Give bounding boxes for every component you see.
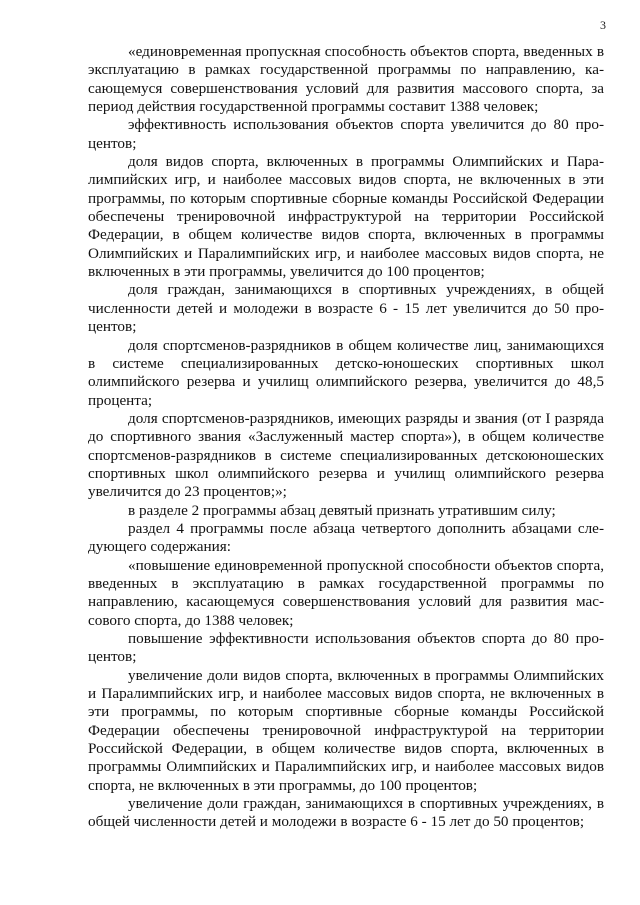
page-number: 3 <box>600 18 606 32</box>
paragraph-section-4-amendment: раздел 4 программы после абзаца четвертого дополнить абзацами следующего содержания: <box>88 519 604 556</box>
paragraph-youth-share-increase: увеличение доли граждан, занимающихся в спортивных учреждениях, в общей численности детей и молодежи в возрасте 6 - 15 лет до 50 процентов; <box>88 795 604 831</box>
paragraph-ranked-athletes: доля спортсменов-разрядников в общем количестве лиц, занимающихся в системе специализированных детско-юношеских спортивных школ олимпийского резерва и училищ олимпийского резерва, увеличится до 48,5 процента; <box>88 336 604 409</box>
paragraph-capacity-increase: «повышение единовременной пропускной способности объектов спорта, введенных в эксплуатацию в рамках государственной программы по направлению, касающемуся совершенствования условий для развития массового спорта, до 1388 человек; <box>88 556 604 629</box>
paragraph-efficiency: эффективность использования объектов спорта увеличится до 80 процентов; <box>88 116 604 152</box>
paragraph-section-2-amendment: в разделе 2 программы абзац девятый признать утратившим силу; <box>128 501 556 519</box>
paragraph-efficiency-increase: повышение эффективности использования объектов спорта до 80 процентов; <box>88 630 604 666</box>
paragraph-sports-infrastructure: доля видов спорта, включенных в программы Олимпийских и Паралимпийских игр, и наиболее массовых видов спорта, не включенных в эти программы, по которым спортивные сборные команды Российской Федерации обеспечены тренировочной инфраструктурой на территории Российской Федерации, в общем количестве видов спорта, включенных в программы Олимпийских и Паралимпийских игр, и наиболее массовых видов спорта, не включенных в эти программы, увеличится до 100 процентов; <box>88 153 604 281</box>
document-body <box>88 43 604 832</box>
paragraph-titled-athletes: доля спортсменов-разрядников, имеющих разряды и звания (от I разряда до спортивного звания «Заслуженный мастер спорта»), в общем количестве спортсменов-разрядников в системе специализированных детскоюношеских спортивных школ олимпийского резерва и училищ олимпийского резерва увеличится до 23 процентов;»; <box>88 409 604 501</box>
paragraph-capacity: «единовременная пропускная способность объектов спорта, введенных в эксплуатацию в рамках государственной программы по направлению, касающемуся совершенствования условий для развития массового спорта, за период действия государственной программы составит 1388 человек; <box>88 43 604 116</box>
paragraph-sports-share-increase: увеличение доли видов спорта, включенных в программы Олимпийских и Паралимпийских игр, и наиболее массовых видов спорта, не включенных в эти программы, по которым спортивные сборные команды Российской Федерации обеспечены тренировочной инфраструктурой на территории Российской Федерации, в общем количестве видов спорта, включенных в программы Олимпийских и Паралимпийских игр, и наиболее массовых видов спорта, не включенных в эти программы, до 100 процентов; <box>88 666 604 794</box>
paragraph-youth-participation: доля граждан, занимающихся в спортивных учреждениях, в общей численности детей и молодежи в возрасте 6 - 15 лет увеличится до 50 процентов; <box>88 281 604 336</box>
